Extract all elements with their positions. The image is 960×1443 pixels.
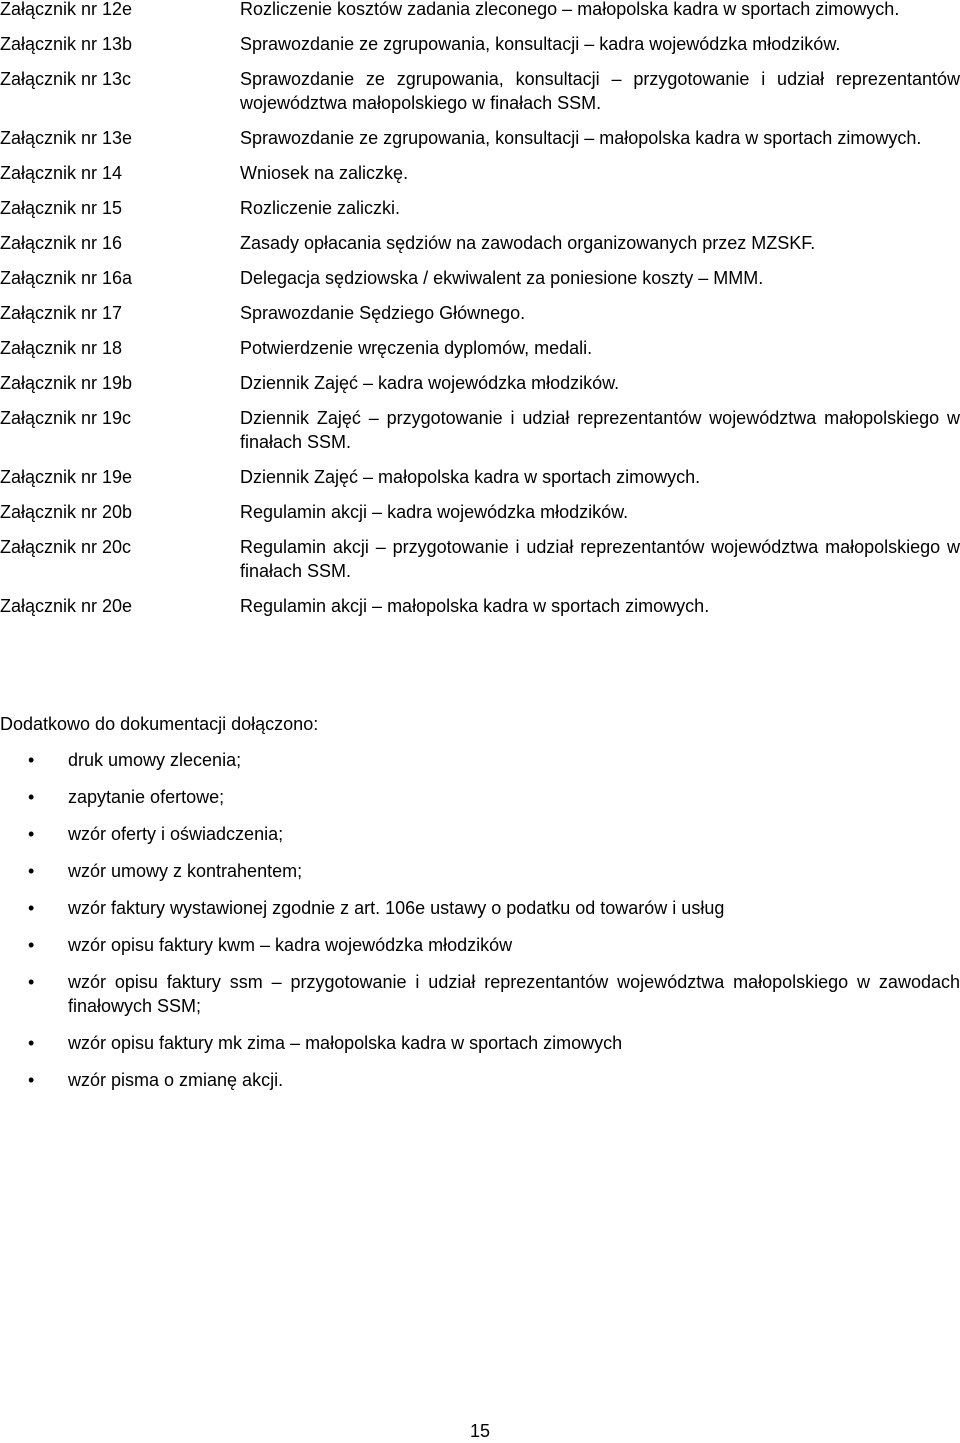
attachment-description: Regulamin akcji – kadra wojewódzka młodzików. [240, 502, 629, 522]
attachment-description: Regulamin akcji – przygotowanie i udział reprezentantów województwa małopolskiego w finałach SSM. [240, 537, 960, 581]
attachment-description: Dziennik Zajęć – małopolska kadra w sportach zimowych. [240, 467, 701, 487]
bullet-icon: • [28, 898, 35, 918]
list-item [0, 785, 960, 809]
attachment-code: Załącznik nr 12e [0, 0, 133, 19]
list-item [0, 896, 960, 920]
list-item-text: druk umowy zlecenia; [68, 750, 242, 770]
attachment-description: Dziennik Zajęć – przygotowanie i udział reprezentantów województwa małopolskiego w finałach SSM. [240, 408, 960, 452]
attachment-code: Załącznik nr 16a [0, 268, 133, 288]
attachment-code: Załącznik nr 19e [0, 467, 133, 487]
attachment-code: Załącznik nr 19c [0, 408, 132, 428]
attachment-row [0, 371, 960, 395]
attachment-code: Załącznik nr 15 [0, 198, 123, 218]
list-item-text: wzór pisma o zmianę akcji. [68, 1070, 284, 1090]
attachment-description: Dziennik Zajęć – kadra wojewódzka młodzików. [240, 373, 620, 393]
attachment-code: Załącznik nr 14 [0, 163, 123, 183]
list-item [0, 859, 960, 883]
attachment-row [0, 0, 960, 21]
attachment-code: Załącznik nr 19b [0, 373, 133, 393]
attachment-row [0, 161, 960, 185]
list-item [0, 1031, 960, 1055]
attachment-row [0, 465, 960, 489]
list-item [0, 933, 960, 957]
attachment-description: Rozliczenie kosztów zadania zleconego – małopolska kadra w sportach zimowych. [240, 0, 900, 19]
bullet-icon: • [28, 750, 35, 770]
list-item-text: zapytanie ofertowe; [68, 787, 225, 807]
list-item [0, 1068, 960, 1092]
bullet-icon: • [28, 1070, 35, 1090]
attachment-code: Załącznik nr 20e [0, 596, 133, 616]
attachment-row [0, 32, 960, 56]
attachment-description: Sprawozdanie ze zgrupowania, konsultacji – kadra wojewódzka młodzików. [240, 34, 841, 54]
attachment-row [0, 301, 960, 325]
attachment-description: Wniosek na zaliczkę. [240, 163, 409, 183]
list-item-text: wzór opisu faktury ssm – przygotowanie i udział reprezentantów województwa małopolskiego w zawodach finałowych SSM; [68, 972, 960, 1016]
attachment-row [0, 500, 960, 524]
attachment-description: Sprawozdanie ze zgrupowania, konsultacji – przygotowanie i udział reprezentantów województwa małopolskiego w finałach SSM. [240, 69, 960, 113]
bullet-icon: • [28, 972, 35, 992]
additional-docs-intro: Dodatkowo do dokumentacji dołączono: [0, 714, 319, 734]
attachment-description: Delegacja sędziowska / ekwiwalent za poniesione koszty – MMM. [240, 268, 764, 288]
bullet-icon: • [28, 935, 35, 955]
page-number: 15 [469, 1421, 491, 1441]
list-item [0, 748, 960, 772]
additional-docs-list [0, 748, 960, 1105]
list-item [0, 970, 960, 1018]
attachment-code: Załącznik nr 13b [0, 34, 133, 54]
attachment-row [0, 67, 960, 115]
attachment-description: Regulamin akcji – małopolska kadra w sportach zimowych. [240, 596, 710, 616]
attachment-row [0, 266, 960, 290]
attachment-code: Załącznik nr 20b [0, 502, 133, 522]
list-item-text: wzór opisu faktury kwm – kadra wojewódzka młodzików [68, 935, 513, 955]
bullet-icon: • [28, 861, 35, 881]
bullet-icon: • [28, 787, 35, 807]
attachment-row [0, 196, 960, 220]
attachment-row [0, 535, 960, 583]
attachment-row [0, 594, 960, 618]
attachment-description: Sprawozdanie Sędziego Głównego. [240, 303, 526, 323]
bullet-icon: • [28, 824, 35, 844]
attachment-description: Potwierdzenie wręczenia dyplomów, medali. [240, 338, 593, 358]
bullet-icon: • [28, 1033, 35, 1053]
attachment-code: Załącznik nr 17 [0, 303, 123, 323]
attachment-row [0, 231, 960, 255]
list-item-text: wzór opisu faktury mk zima – małopolska kadra w sportach zimowych [68, 1033, 623, 1053]
list-item-text: wzór oferty i oświadczenia; [68, 824, 284, 844]
attachment-row [0, 336, 960, 360]
attachment-code: Załącznik nr 18 [0, 338, 123, 358]
attachment-code: Załącznik nr 20c [0, 537, 132, 557]
attachment-code: Załącznik nr 13c [0, 69, 132, 89]
attachment-description: Sprawozdanie ze zgrupowania, konsultacji – małopolska kadra w sportach zimowych. [240, 128, 922, 148]
attachment-description: Rozliczenie zaliczki. [240, 198, 401, 218]
attachment-row [0, 406, 960, 454]
attachment-code: Załącznik nr 13e [0, 128, 133, 148]
attachment-list [0, 0, 960, 629]
attachment-description: Zasady opłacania sędziów na zawodach organizowanych przez MZSKF. [240, 233, 816, 253]
list-item [0, 822, 960, 846]
list-item-text: wzór faktury wystawionej zgodnie z art. 106e ustawy o podatku od towarów i usług [68, 898, 725, 918]
list-item-text: wzór umowy z kontrahentem; [68, 861, 303, 881]
attachment-code: Załącznik nr 16 [0, 233, 123, 253]
attachment-row [0, 126, 960, 150]
